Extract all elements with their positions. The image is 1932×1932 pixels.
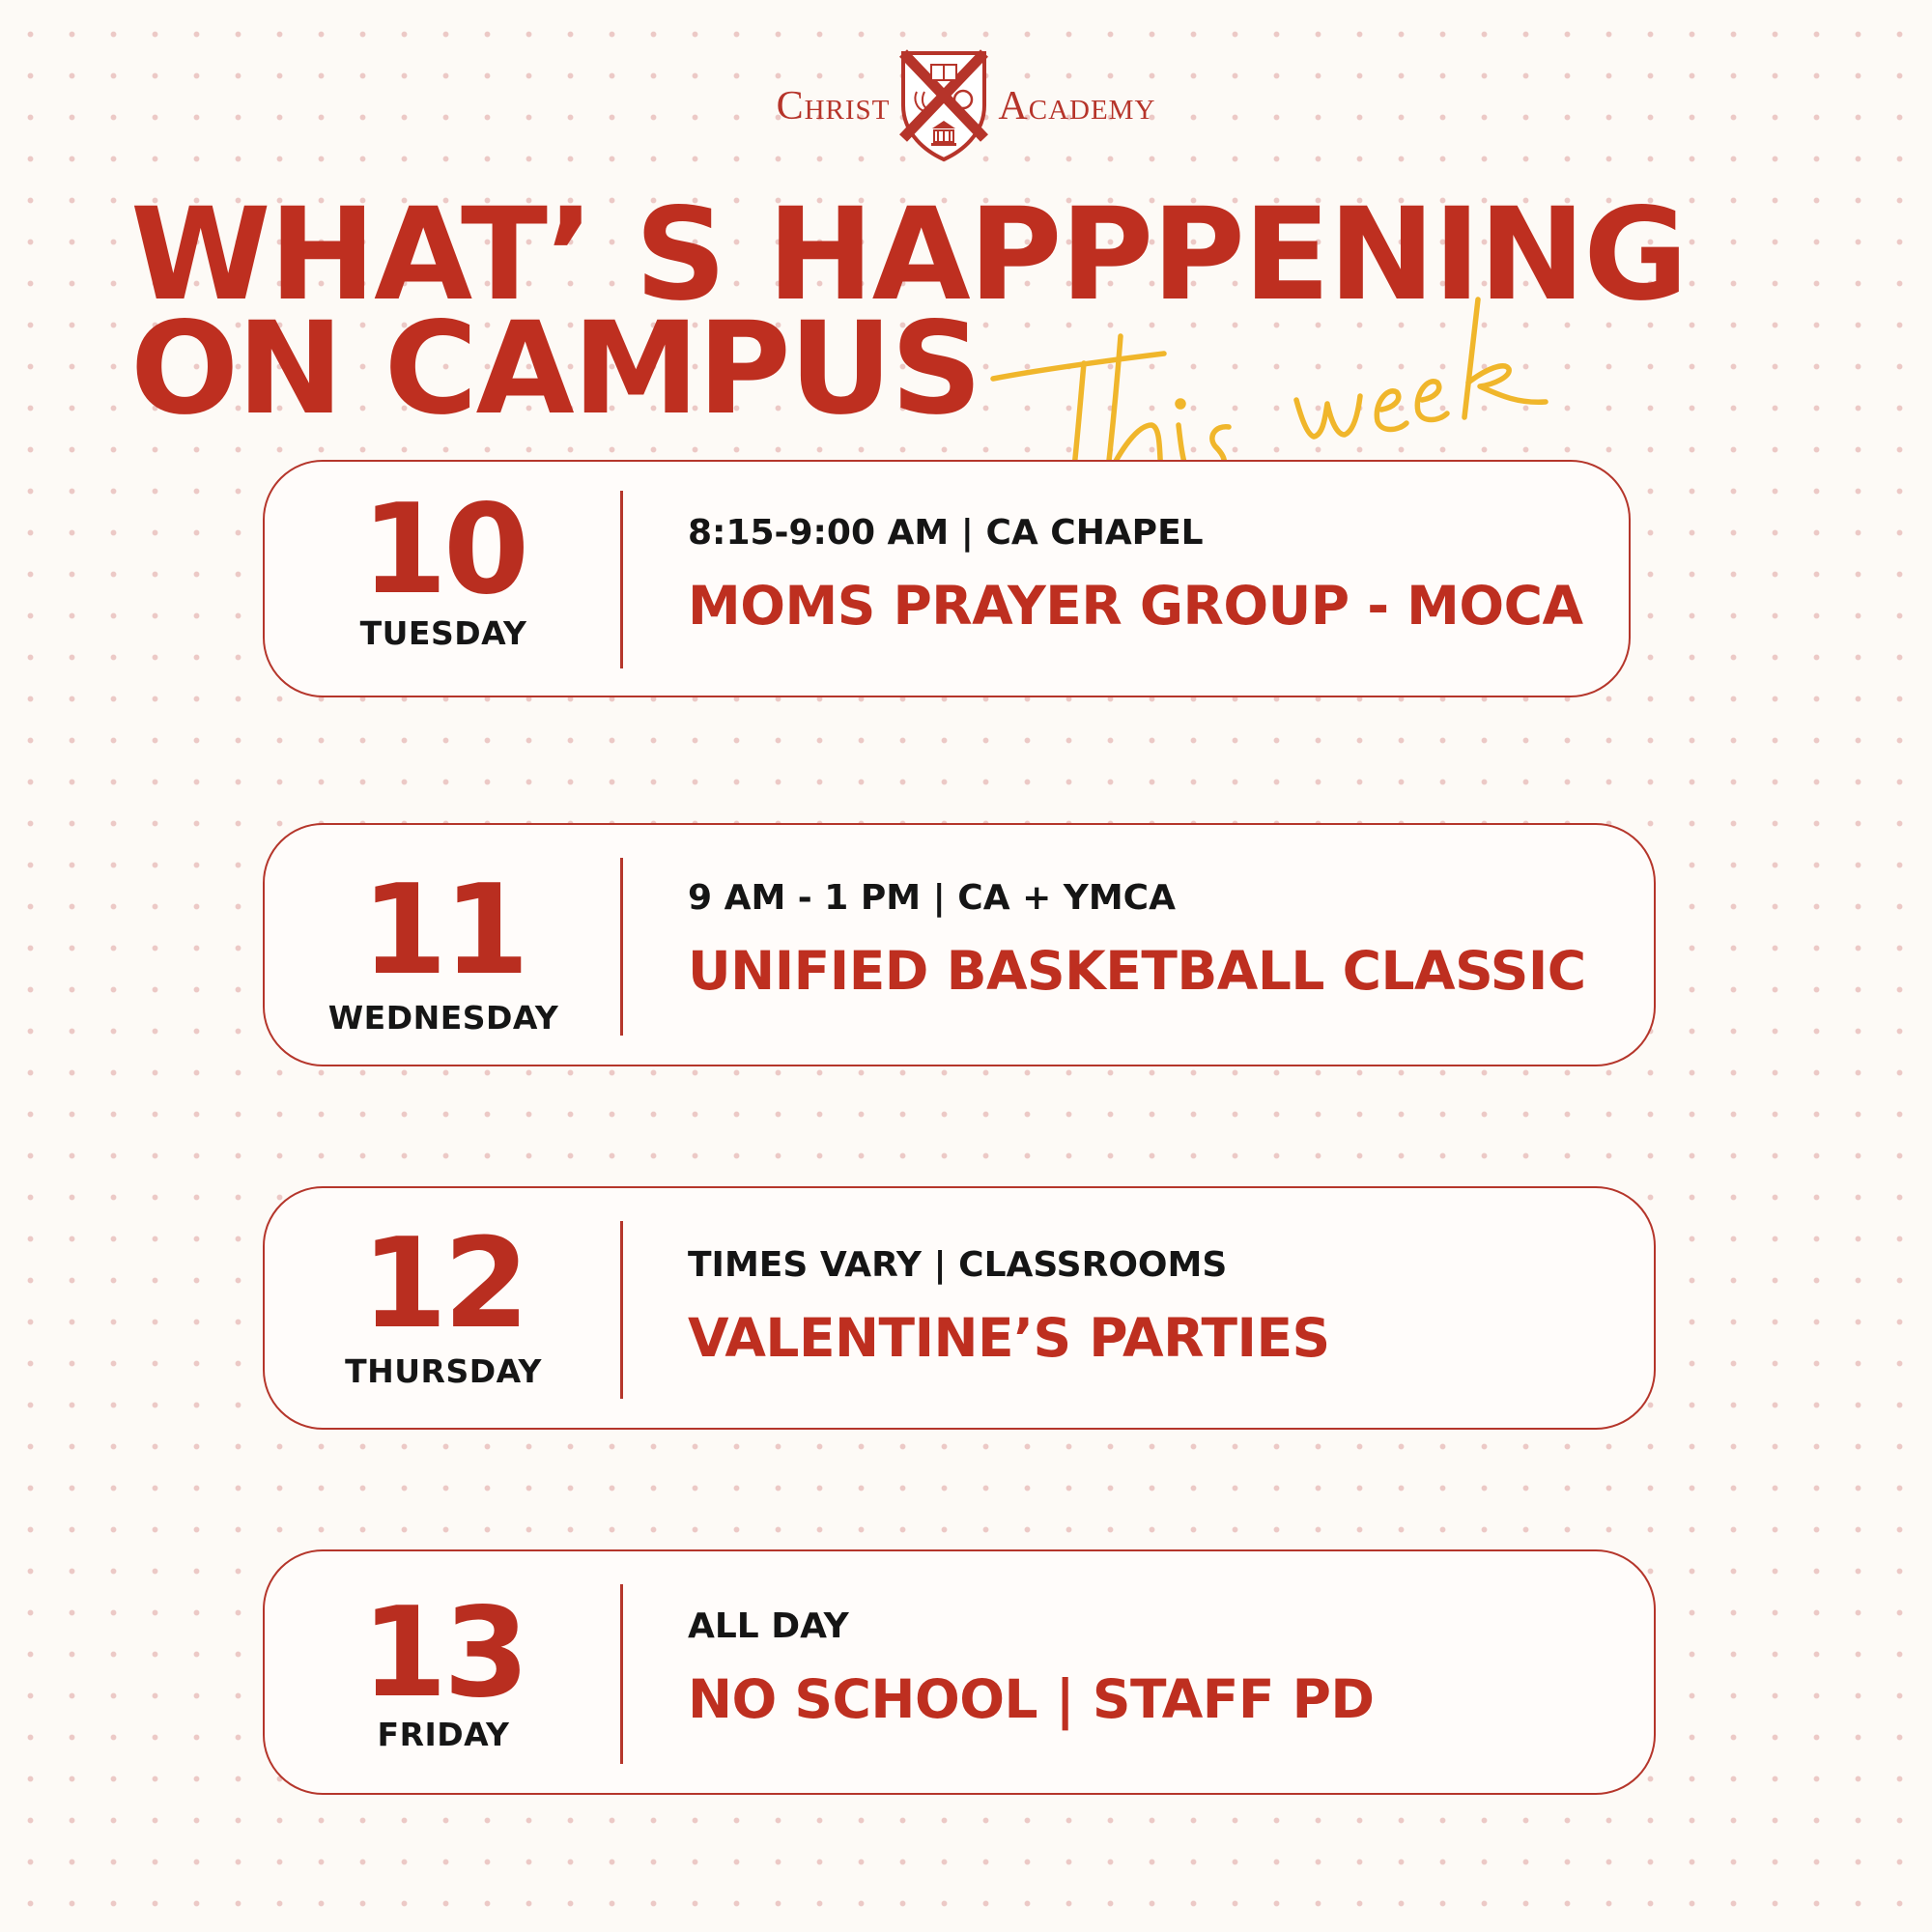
event-card-tuesday[interactable] (263, 460, 1631, 697)
brand-header (0, 48, 1932, 164)
event-time-location: 8:15-9:00 AM | CA CHAPEL (688, 513, 1204, 553)
event-time-location: ALL DAY (688, 1606, 849, 1646)
event-day-name: TUESDAY (359, 614, 527, 652)
event-card-wednesday[interactable] (263, 823, 1656, 1066)
event-date (265, 1188, 622, 1428)
headline-line-1: WHAT’ S HAPPPENING (130, 181, 1687, 329)
event-title: UNIFIED BASKETBALL CLASSIC (688, 940, 1586, 1002)
brand-name-left: Christ (776, 84, 891, 128)
academy-crest-logo (899, 49, 988, 163)
card-divider (620, 491, 623, 668)
event-day-number: 11 (360, 859, 526, 1003)
event-time-location: TIMES VARY | CLASSROOMS (688, 1245, 1228, 1285)
event-date (265, 825, 622, 1065)
card-divider (620, 1584, 623, 1764)
event-day-number: 13 (360, 1581, 526, 1725)
event-time-location: 9 AM - 1 PM | CA + YMCA (688, 878, 1176, 918)
event-title: VALENTINE’S PARTIES (688, 1307, 1330, 1369)
event-card-friday[interactable] (263, 1549, 1656, 1795)
event-date (265, 1551, 622, 1793)
event-day-name: THURSDAY (345, 1352, 542, 1390)
brand-name-right: Academy (998, 84, 1156, 128)
event-title: MOMS PRAYER GROUP - MOCA (688, 575, 1583, 637)
event-card-thursday[interactable] (263, 1186, 1656, 1430)
event-day-name: WEDNESDAY (327, 999, 559, 1037)
event-day-name: FRIDAY (377, 1716, 510, 1753)
event-day-number: 10 (360, 478, 526, 622)
event-date (265, 462, 622, 696)
headline-line-2: ON CAMPUS (130, 295, 981, 443)
card-divider (620, 1221, 623, 1399)
event-day-number: 12 (360, 1212, 526, 1356)
card-divider (620, 858, 623, 1036)
event-title: NO SCHOOL | STAFF PD (688, 1668, 1375, 1730)
